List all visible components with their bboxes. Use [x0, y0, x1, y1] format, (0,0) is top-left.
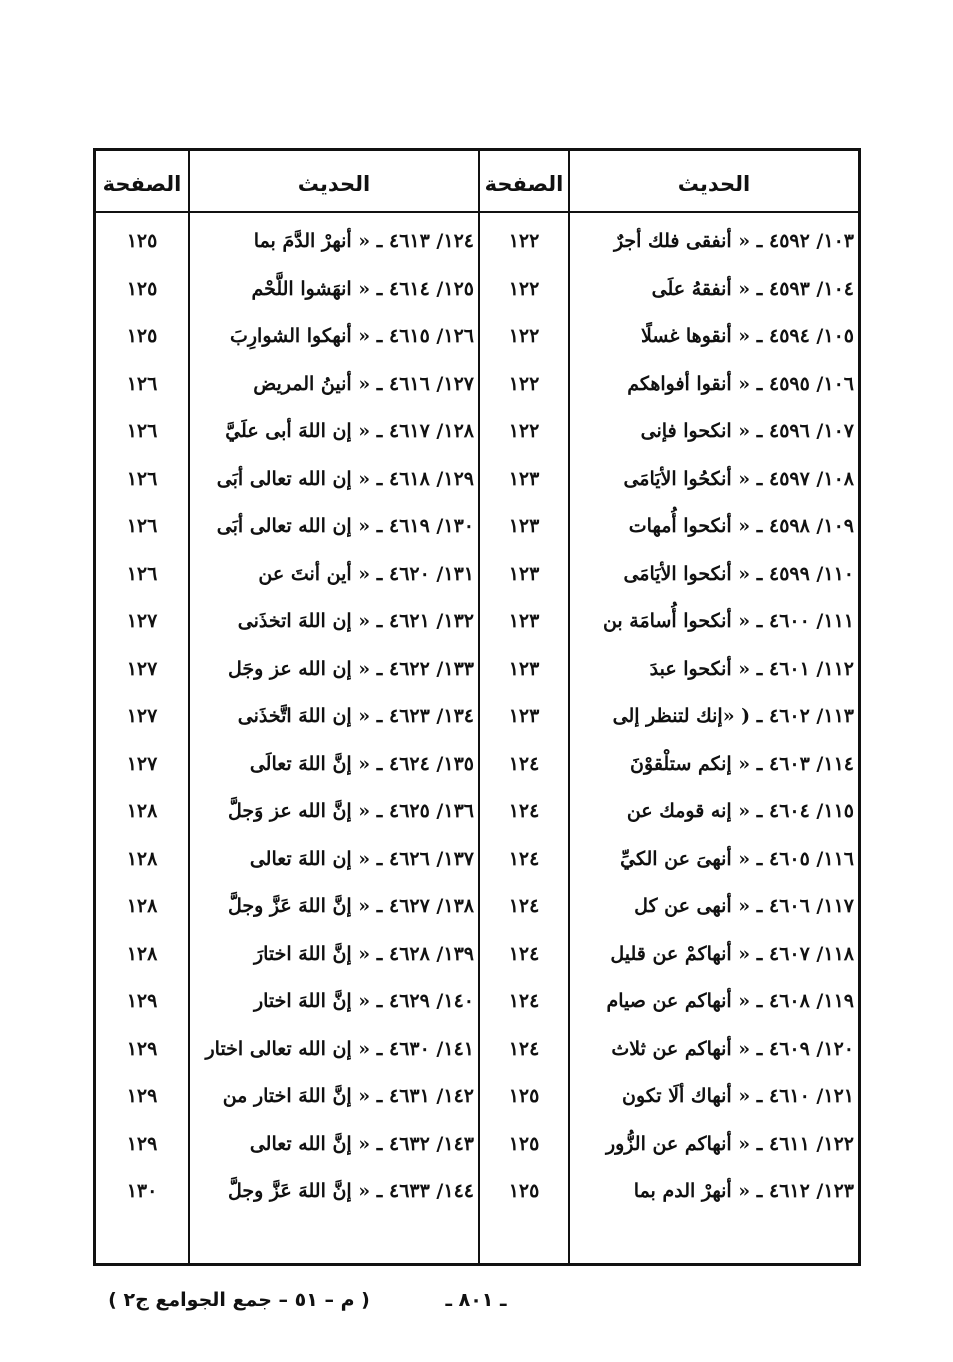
left-page-cell: ١٢٦ [126, 515, 158, 537]
right-hadith-cell: ١٠٥/ ٤٥٩٤ ـ « أنقوها غسلًا [641, 325, 854, 347]
left-hadith-cell: ١٤٣/ ٤٦٣٢ ـ « إنَّ الله تعالى [249, 1132, 474, 1155]
left-page-cell: ١٢٦ [126, 372, 158, 395]
left-page-cell: ١٢٩ [126, 1037, 158, 1060]
right-page-cell: ١٢٥ [508, 1180, 540, 1202]
right-hadith-cell: ١١٥/ ٤٦٠٤ ـ « إنه قومك عن [626, 800, 854, 822]
right-page-cell: ١٢٢ [508, 230, 540, 252]
right-page-cell: ١٢٤ [508, 1037, 540, 1060]
table-row [96, 1076, 858, 1116]
right-hadith-cell: ١٠٨/ ٤٥٩٧ ـ « أنكحُوا الأيَامَى [623, 467, 854, 490]
left-page-cell: ١٢٧ [126, 610, 158, 632]
left-page-header: الصفحة [102, 172, 182, 196]
left-page-cell: ١٢٨ [126, 800, 158, 822]
right-hadith-cell: ١١٩/ ٤٦٠٨ ـ « أنهاكم عن صيام [606, 990, 854, 1012]
right-page-cell: ١٢٢ [508, 277, 540, 300]
left-page-cell: ١٢٦ [126, 420, 158, 442]
left-page-cell: ١٢٩ [126, 1085, 158, 1107]
left-page-cell: ١٢٩ [126, 990, 158, 1012]
left-hadith-cell: ١٢٩/ ٤٦١٨ ـ « إن الله تعالى أبَى [216, 467, 474, 490]
left-page-cell: ١٢٥ [126, 325, 158, 347]
right-page-cell: ١٢٤ [508, 752, 540, 775]
left-hadith-cell: ١٣٦/ ٤٦٢٥ ـ « إنَّ الله عز وَجلَّ [227, 800, 474, 822]
right-hadith-cell: ١١٤/ ٤٦٠٣ ـ « إنكم ستلْقوْنَ [630, 752, 854, 775]
left-hadith-cell: ١٣٤/ ٤٦٢٣ ـ « إن اللهَ اتَّخذَنى [237, 705, 474, 727]
right-hadith-cell: ١١٠/ ٤٥٩٩ ـ « أنكحوا الأيَامَى [623, 562, 854, 585]
table-row [96, 411, 858, 451]
left-hadith-cell: ١٣٣/ ٤٦٢٢ ـ « إن الله عز وجَل [227, 657, 474, 680]
right-page-cell: ١٢٤ [508, 895, 540, 917]
table-row [96, 839, 858, 879]
left-hadith-cell: ١٣١/ ٤٦٢٠ ـ « أين أنتَ عن [258, 562, 474, 585]
right-page-cell: ١٢٥ [508, 1085, 540, 1107]
table-row [96, 649, 858, 689]
table-row [96, 601, 858, 641]
left-hadith-cell: ١٢٦/ ٤٦١٥ ـ « أنهكوا الشوارِبَ [229, 325, 474, 347]
right-hadith-cell: ١٢٣/ ٤٦١٢ ـ « أنهرْ الدم بما [633, 1180, 854, 1202]
right-hadith-cell: ١٠٦/ ٤٥٩٥ ـ « أنقوا أفواهكم [627, 372, 854, 395]
left-page-cell: ١٣٠ [126, 1180, 158, 1202]
table-row [96, 459, 858, 499]
hadith-index-table [93, 148, 861, 1266]
left-page-cell: ١٢٩ [126, 1132, 158, 1155]
right-page-cell: ١٢٥ [508, 1132, 540, 1155]
table-row [96, 696, 858, 736]
right-page-header: الصفحة [484, 172, 564, 196]
left-page-cell: ١٢٨ [126, 895, 158, 917]
right-page-cell: ١٢٢ [508, 420, 540, 442]
left-hadith-cell: ١٣٠/ ٤٦١٩ ـ « إن الله تعالى أبَى [216, 515, 474, 537]
right-page-cell: ١٢٤ [508, 942, 540, 965]
left-hadith-cell: ١٤١/ ٤٦٣٠ ـ « إن الله تعالى اختار [205, 1037, 474, 1060]
right-hadith-cell: ١١٧/ ٤٦٠٦ ـ « أنهى عن كل [634, 895, 854, 917]
right-hadith-cell: ١٠٤/ ٤٥٩٣ ـ « أنفقهُ علَى [651, 277, 854, 300]
table-row [96, 1029, 858, 1069]
right-page-cell: ١٢٤ [508, 800, 540, 822]
right-hadith-cell: ١٢٢/ ٤٦١١ ـ « أنهاكم عن الزُّور [605, 1132, 854, 1155]
right-hadith-cell: ١٢١/ ٤٦١٠ ـ « أنهاك ألَا تكون [622, 1085, 854, 1107]
right-page-cell: ١٢٣ [508, 657, 540, 680]
right-hadith-cell: ١١٨/ ٤٦٠٧ ـ « أنهاكمْ عن قليل [610, 942, 854, 965]
table-row [96, 934, 858, 974]
right-hadith-cell: ١٠٩/ ٤٥٩٨ ـ « أنكحوا أُمهات [628, 515, 854, 537]
left-hadith-cell: ١٢٥/ ٤٦١٤ ـ « انهَشوا اللَّحْم [251, 277, 474, 300]
right-page-cell: ١٢٣ [508, 515, 540, 537]
left-page-cell: ١٢٦ [126, 562, 158, 585]
right-hadith-cell: ١١٢/ ٤٦٠١ ـ « أنكحوا عبدَ [649, 657, 854, 680]
right-hadith-cell: ١١١/ ٤٦٠٠ ـ « أنكحوا أُسامَة بن [602, 610, 854, 632]
left-hadith-cell: ١٢٧/ ٤٦١٦ ـ « أنينُ المريض [253, 372, 474, 395]
table-row [96, 506, 858, 546]
table-row [96, 316, 858, 356]
right-hadith-cell: ١٠٧/ ٤٥٩٦ ـ « انكحوا فإنى [640, 420, 854, 442]
right-page-cell: ١٢٢ [508, 372, 540, 395]
right-page-cell: ١٢٣ [508, 610, 540, 632]
left-page-cell: ١٢٧ [126, 657, 158, 680]
left-hadith-cell: ١٣٨/ ٤٦٢٧ ـ « إنَّ اللهَ عَزَّ وجلَّ [227, 895, 474, 917]
left-hadith-cell: ١٣٩/ ٤٦٢٨ ـ « إنَّ اللهَ اختارَ [253, 942, 474, 965]
left-page-cell: ١٢٨ [126, 847, 158, 870]
right-page-cell: ١٢٣ [508, 705, 540, 727]
right-hadith-cell: ١٢٠/ ٤٦٠٩ ـ « أنهاكم عن ثلاث [611, 1037, 854, 1060]
right-hadith-cell: ١١٣/ ٤٦٠٢ ـ ( «إنك لتنظر إلى [612, 705, 854, 727]
page-number: ـ ٨٠١ ـ [445, 1289, 507, 1311]
table-row [96, 791, 858, 831]
right-page-cell: ١٢٢ [508, 325, 540, 347]
right-page-cell: ١٢٣ [508, 562, 540, 585]
table-row [96, 981, 858, 1021]
left-hadith-header: الحديث [297, 172, 371, 196]
left-hadith-cell: ١٣٧/ ٤٦٢٦ ـ « إن اللهَ تعالى [249, 847, 474, 870]
left-page-cell: ١٢٨ [126, 942, 158, 965]
left-hadith-cell: ١٤٢/ ٤٦٣١ ـ « إنَّ اللهَ اختار من [222, 1085, 474, 1107]
left-hadith-cell: ١٣٥/ ٤٦٢٤ ـ « إنَّ اللهَ تعالَى [249, 752, 474, 775]
left-page-cell: ١٢٥ [126, 230, 158, 252]
left-page-cell: ١٢٧ [126, 752, 158, 775]
right-hadith-cell: ١١٦/ ٤٦٠٥ ـ « أنهىَ عن الكيِّ [620, 847, 854, 870]
left-hadith-cell: ١٢٨/ ٤٦١٧ ـ « إن اللهَ أبى علَيَّ [225, 420, 474, 442]
left-hadith-cell: ١٢٤/ ٤٦١٣ ـ « أنهرْ الدَّمَ بما [253, 230, 474, 252]
table-row [96, 1171, 858, 1211]
table-row [96, 221, 858, 261]
table-row [96, 554, 858, 594]
right-hadith-cell: ١٠٣/ ٤٥٩٢ ـ « أنفقى فلك أجرٌ [613, 230, 854, 252]
right-page-cell: ١٢٤ [508, 990, 540, 1012]
table-row [96, 1124, 858, 1164]
left-hadith-cell: ١٤٤/ ٤٦٣٣ ـ « إنَّ اللهَ عَزَّ وجلَّ [227, 1180, 474, 1202]
left-hadith-cell: ١٤٠/ ٤٦٢٩ ـ « إنَّ اللهَ اختار [253, 990, 474, 1012]
left-page-cell: ١٢٧ [126, 705, 158, 727]
source-reference: ( م – ٥١ – جمع الجوامع ج٢ ) [108, 1289, 370, 1311]
right-hadith-header: الحديث [677, 172, 751, 196]
left-page-cell: ١٢٦ [126, 467, 158, 490]
table-row [96, 364, 858, 404]
table-row [96, 744, 858, 784]
table-row [96, 886, 858, 926]
right-page-cell: ١٢٣ [508, 467, 540, 490]
right-page-cell: ١٢٤ [508, 847, 540, 870]
table-row [96, 269, 858, 309]
left-hadith-cell: ١٣٢/ ٤٦٢١ ـ « إن اللهَ اتخذَنى [237, 610, 474, 632]
left-page-cell: ١٢٥ [126, 277, 158, 300]
header-rule [96, 211, 858, 213]
